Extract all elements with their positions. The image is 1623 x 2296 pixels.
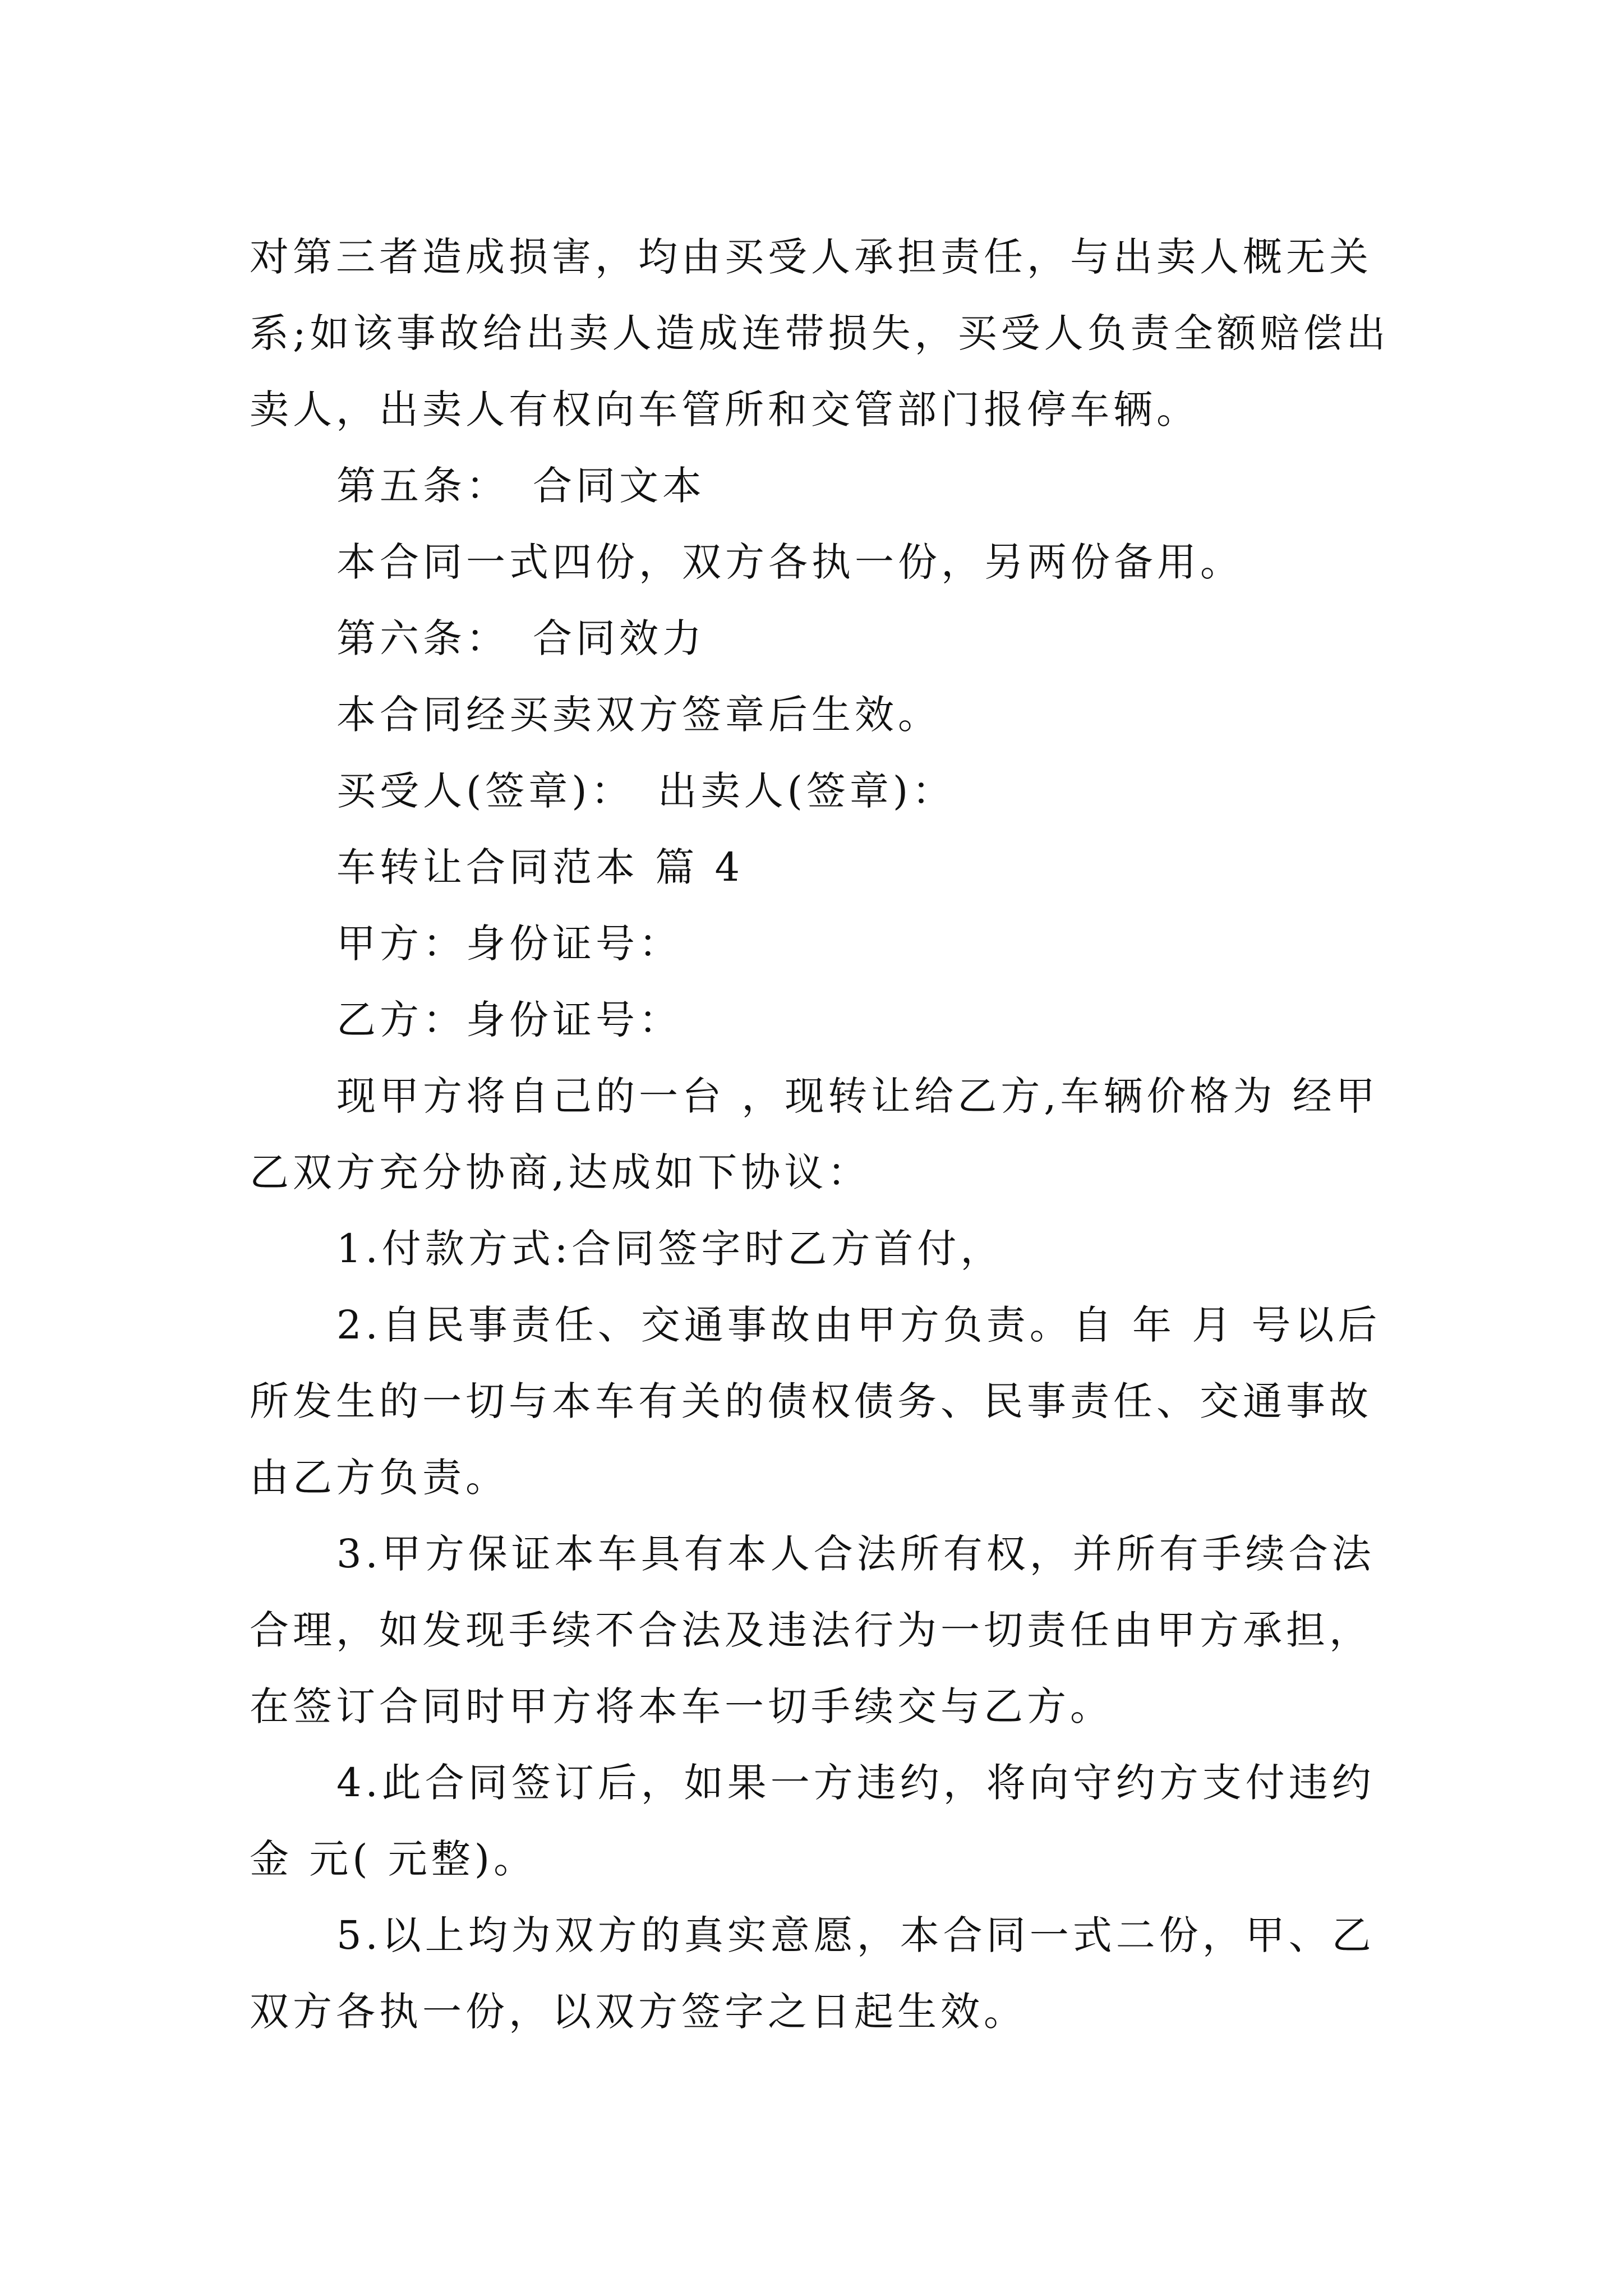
clause-5: 5.以上均为双方的真实意愿，本合同一式二份，甲、乙双方各执一份，以双方签字之日起生效。: [250, 1912, 1375, 2035]
party-a-line: 甲方：身份证号：: [336, 921, 682, 967]
article-5-text: 本合同一式四份，双方各执一份，另两份备用。: [336, 539, 1243, 585]
article-5-heading: 第五条： 合同文本: [336, 463, 706, 509]
article-6-heading: 第六条： 合同效力: [336, 615, 706, 661]
signature-line: 买受人(签章)： 出卖人(签章)：: [336, 768, 956, 814]
clause-2: 2.自民事责任、交通事故由甲方负责。自 年 月 号以后所发生的一切与本车有关的债权债务、民事责任、交通事故由乙方负责。: [250, 1302, 1381, 1501]
clause-4: 4.此合同签订后，如果一方违约，将向守约方支付违约金 元( 元整)。: [250, 1760, 1375, 1882]
clause-3: 3.甲方保证本车具有本人合法所有权，并所有手续合法合理，如发现手续不合法及违法行为一切责任由甲方承担，在签订合同时甲方将本车一切手续交与乙方。: [250, 1531, 1375, 1729]
clause-1: 1.付款方式:合同签字时乙方首付，: [336, 1226, 1004, 1272]
intro-paragraph: 现甲方将自己的一台 ，现转让给乙方,车辆价格为 经甲乙双方充分协商,达成如下协议：: [250, 1073, 1379, 1195]
document-body: [250, 219, 1399, 2050]
paragraph-continuation: 对第三者造成损害，均由买受人承担责任，与出卖人概无关系;如该事故给出卖人造成连带损失，买受人负责全额赔偿出卖人，出卖人有权向车管所和交管部门报停车辆。: [250, 234, 1390, 432]
party-b-line: 乙方：身份证号：: [336, 997, 682, 1043]
section-title: 车转让合同范本 篇 4: [336, 844, 744, 890]
article-6-text: 本合同经买卖双方签章后生效。: [336, 692, 941, 738]
